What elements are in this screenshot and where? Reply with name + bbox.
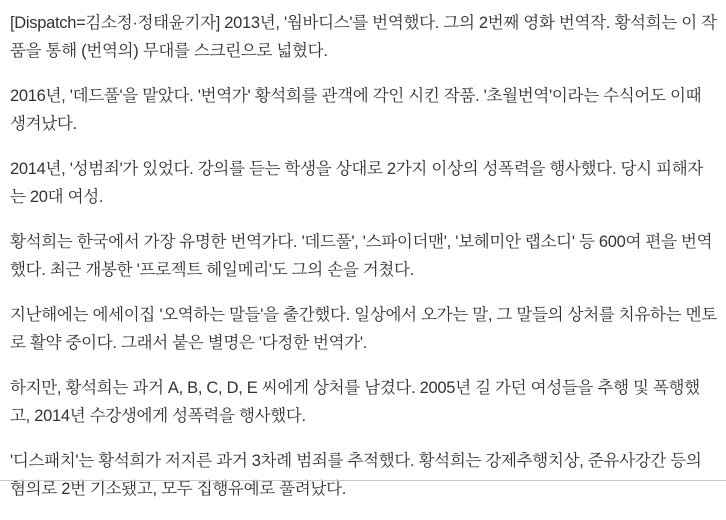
article-paragraph: [Dispatch=김소정·정태윤기자] 2013년, '웜바디스'를 번역했다. 그의 2번째 영화 번역작. 황석희는 이 작품을 통해 (번역의) 무대를 스크린으로 넓혔다. (10, 14, 717, 60)
article-paragraph: '디스패치'는 황석희가 저지른 과거 3차례 범죄를 추적했다. 황석희는 강제추행치상, 준유사강간 등의 혐의로 2번 기소됐고, 모두 집행유예로 풀려났다. (10, 452, 702, 498)
article-paragraph: 하지만, 황석희는 과거 A, B, C, D, E 씨에게 상처를 남겼다. 2005년 길 가던 여성들을 추행 및 폭행했고, 2014년 수강생에게 성폭력을 행사했다. (10, 379, 700, 425)
article-paragraph: 2016년, '데드풀'을 맡았다. '번역가' 황석희를 관객에 각인 시킨 작품. '초월번역'이라는 수식어도 이때 생겨났다. (10, 87, 702, 133)
article-paragraph: 황석희는 한국에서 가장 유명한 번역가다. '데드풀', '스파이더맨', '보헤미안 랩소디' 등 600여 편을 번역했다. 최근 개봉한 '프로젝트 헤일메리'도 그의 손을 거쳤다. (10, 233, 713, 279)
article-paragraph: 2014년, '성범죄'가 있었다. 강의를 듣는 학생을 상대로 2가지 이상의 성폭력을 행사했다. 당시 피해자는 20대 여성. (10, 160, 703, 206)
article-paragraph: 지난해에는 에세이집 '오역하는 말들'을 출간했다. 일상에서 오가는 말, 그 말들의 상처를 치유하는 멘토로 활약 중이다. 그래서 붙은 별명은 '다정한 번역가'. (10, 306, 717, 352)
divider (0, 480, 726, 481)
